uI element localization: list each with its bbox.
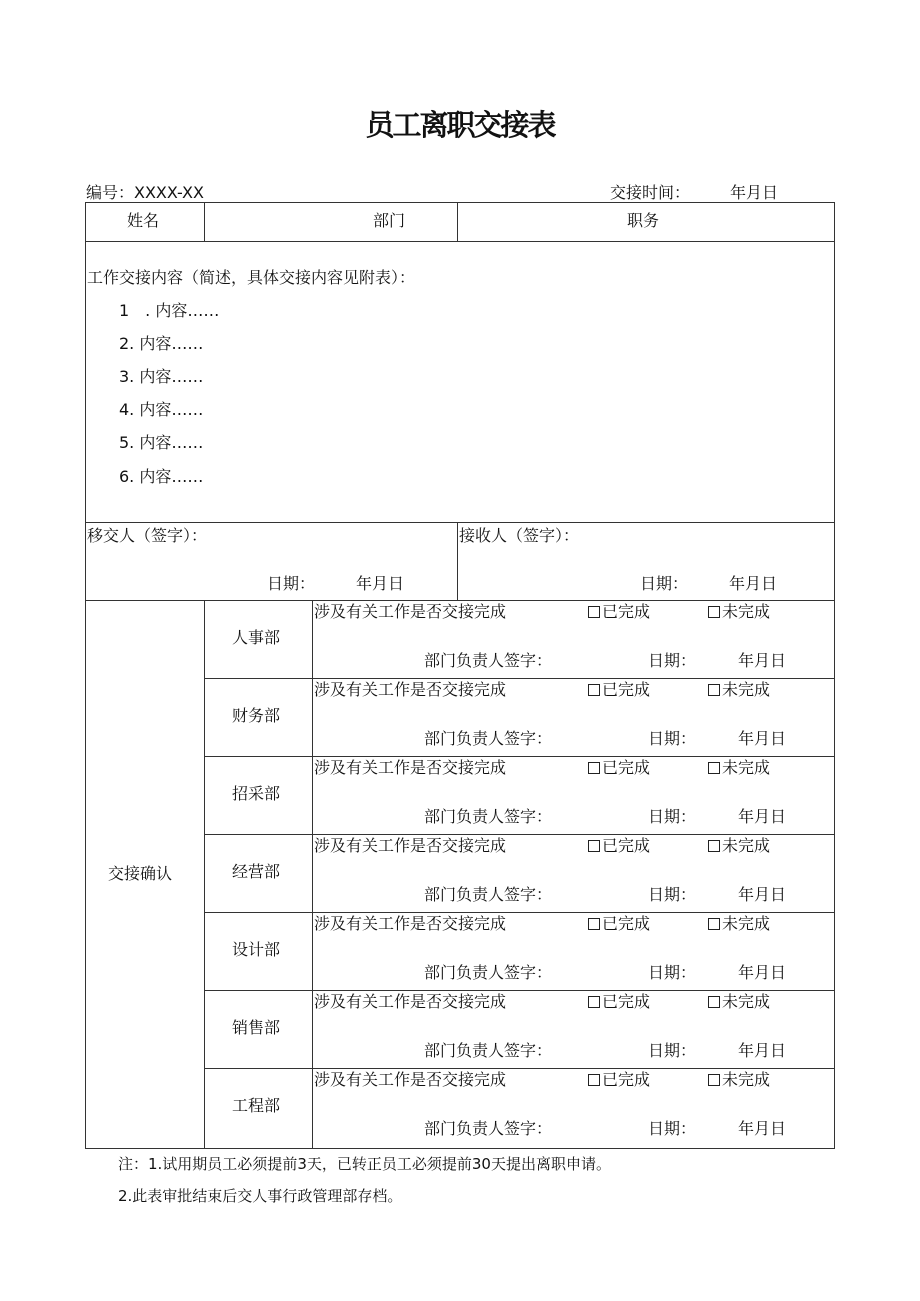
done-label: 已完成: [602, 836, 651, 855]
handover-question: 涉及有关工作是否交接完成: [314, 680, 507, 699]
handover-time: [610, 180, 778, 203]
receiver-signature: 接收人（签字）：: [459, 526, 580, 545]
department-head-signature: 部门负责人签字：: [424, 1041, 553, 1060]
done-checkbox[interactable]: [588, 918, 600, 930]
handover-question: 涉及有关工作是否交接完成: [314, 1070, 507, 1089]
handover-time-value: 年月日: [730, 183, 779, 202]
done-option[interactable]: [588, 914, 650, 934]
note-1: 注：1.试用期员工必须提前3天，已转正员工必须提前30天提出离职申请。: [118, 1155, 611, 1173]
department-name: 设计部: [232, 940, 281, 959]
handover-question: 涉及有关工作是否交接完成: [314, 992, 507, 1011]
done-option[interactable]: [588, 992, 650, 1012]
handover-time-label: 交接时间：: [610, 183, 691, 202]
done-option[interactable]: [588, 1070, 650, 1090]
done-label: 已完成: [602, 602, 651, 621]
not-done-checkbox[interactable]: [708, 606, 720, 618]
department-date-label: 日期：: [648, 885, 697, 904]
transferor-date-value: 年月日: [356, 574, 405, 593]
done-checkbox[interactable]: [588, 684, 600, 696]
department-date-label: 日期：: [648, 807, 697, 826]
not-done-option[interactable]: [708, 836, 770, 856]
department-head-signature: 部门负责人签字：: [424, 807, 553, 826]
not-done-label: 未完成: [722, 836, 771, 855]
department-date-value: 年月日: [738, 1119, 787, 1138]
name-header: 姓名: [127, 211, 160, 230]
content-item: 2. 内容……: [119, 334, 204, 353]
not-done-label: 未完成: [722, 758, 771, 777]
department-date-value: 年月日: [738, 729, 787, 748]
handover-table: [85, 202, 835, 1149]
department-head-signature: 部门负责人签字：: [424, 729, 553, 748]
not-done-label: 未完成: [722, 992, 771, 1011]
receiver-date-label: 日期：: [640, 574, 689, 593]
department-name: 财务部: [232, 706, 281, 725]
content-item: 1 . 内容……: [119, 301, 220, 320]
department-head-signature: 部门负责人签字：: [424, 1119, 553, 1138]
department-name: 经营部: [232, 862, 281, 881]
handover-question: 涉及有关工作是否交接完成: [314, 758, 507, 777]
not-done-checkbox[interactable]: [708, 762, 720, 774]
not-done-checkbox[interactable]: [708, 996, 720, 1008]
handover-question: 涉及有关工作是否交接完成: [314, 602, 507, 621]
department-date-value: 年月日: [738, 1041, 787, 1060]
done-option[interactable]: [588, 602, 650, 622]
department-head-signature: 部门负责人签字：: [424, 963, 553, 982]
not-done-option[interactable]: [708, 914, 770, 934]
department-date-label: 日期：: [648, 729, 697, 748]
handover-question: 涉及有关工作是否交接完成: [314, 836, 507, 855]
content-item: 3. 内容……: [119, 367, 204, 386]
department-date-label: 日期：: [648, 1041, 697, 1060]
department-header: 部门: [373, 211, 406, 230]
done-label: 已完成: [602, 680, 651, 699]
department-date-value: 年月日: [738, 885, 787, 904]
department-name: 招采部: [232, 784, 281, 803]
content-item: 4. 内容……: [119, 400, 204, 419]
not-done-label: 未完成: [722, 602, 771, 621]
form-code: 编号：XXXX-XX: [86, 183, 204, 202]
done-checkbox[interactable]: [588, 606, 600, 618]
done-label: 已完成: [602, 992, 651, 1011]
department-date-value: 年月日: [738, 963, 787, 982]
page-title: 员工离职交接表: [365, 108, 555, 142]
done-label: 已完成: [602, 758, 651, 777]
department-date-value: 年月日: [738, 651, 787, 670]
department-date-label: 日期：: [648, 651, 697, 670]
done-checkbox[interactable]: [588, 1074, 600, 1086]
department-date-value: 年月日: [738, 807, 787, 826]
department-date-label: 日期：: [648, 1119, 697, 1138]
not-done-label: 未完成: [722, 1070, 771, 1089]
done-option[interactable]: [588, 836, 650, 856]
done-checkbox[interactable]: [588, 996, 600, 1008]
department-head-signature: 部门负责人签字：: [424, 651, 553, 670]
done-checkbox[interactable]: [588, 762, 600, 774]
department-name: 工程部: [232, 1096, 281, 1115]
department-date-label: 日期：: [648, 963, 697, 982]
done-option[interactable]: [588, 758, 650, 778]
transferor-date-label: 日期：: [267, 574, 316, 593]
done-label: 已完成: [602, 1070, 651, 1089]
not-done-option[interactable]: [708, 1070, 770, 1090]
not-done-option[interactable]: [708, 992, 770, 1012]
handover-confirm-label: 交接确认: [108, 864, 173, 883]
handover-question: 涉及有关工作是否交接完成: [314, 914, 507, 933]
not-done-label: 未完成: [722, 680, 771, 699]
not-done-checkbox[interactable]: [708, 684, 720, 696]
not-done-checkbox[interactable]: [708, 1074, 720, 1086]
not-done-checkbox[interactable]: [708, 840, 720, 852]
department-name: 销售部: [232, 1018, 281, 1037]
not-done-label: 未完成: [722, 914, 771, 933]
done-label: 已完成: [602, 914, 651, 933]
receiver-date-value: 年月日: [729, 574, 778, 593]
done-checkbox[interactable]: [588, 840, 600, 852]
content-item: 6. 内容……: [119, 467, 204, 486]
not-done-option[interactable]: [708, 602, 770, 622]
transferor-signature: 移交人（签字）：: [87, 526, 208, 545]
not-done-option[interactable]: [708, 758, 770, 778]
not-done-checkbox[interactable]: [708, 918, 720, 930]
position-header: 职务: [627, 211, 660, 230]
not-done-option[interactable]: [708, 680, 770, 700]
done-option[interactable]: [588, 680, 650, 700]
department-name: 人事部: [232, 628, 281, 647]
department-head-signature: 部门负责人签字：: [424, 885, 553, 904]
note-2: 2.此表审批结束后交人事行政管理部存档。: [118, 1187, 403, 1205]
content-title: 工作交接内容（简述，具体交接内容见附表）：: [87, 268, 416, 287]
content-item: 5. 内容……: [119, 433, 204, 452]
